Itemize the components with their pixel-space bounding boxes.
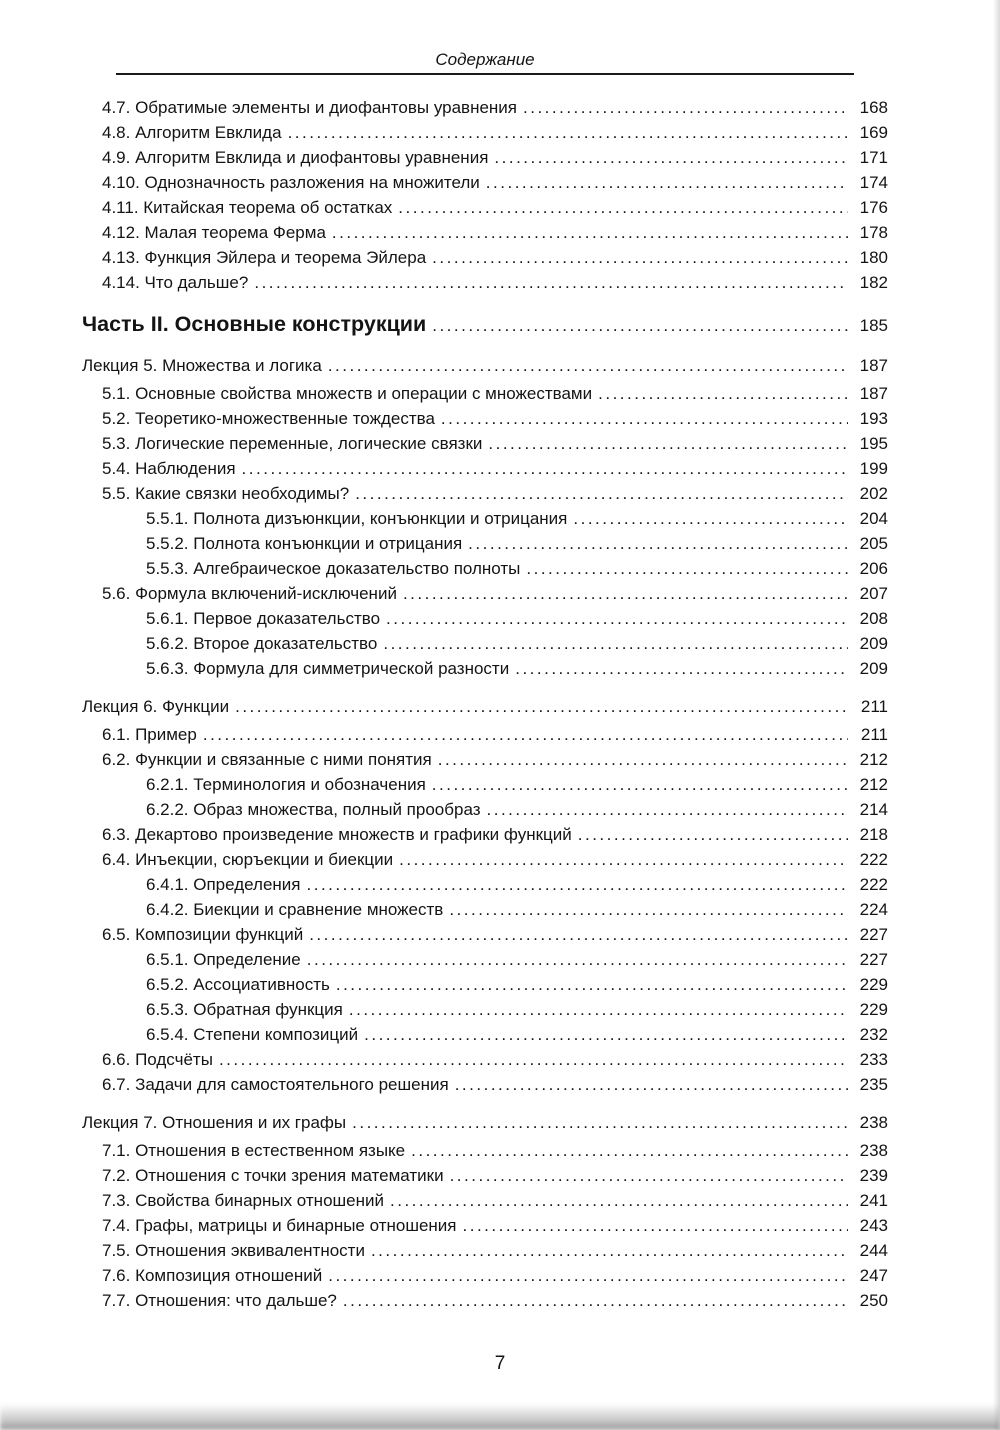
toc-entry-page: 239 xyxy=(859,1166,888,1185)
toc-entry-page: 243 xyxy=(859,1216,888,1235)
dot-leader xyxy=(254,270,848,295)
toc-entry-page: 247 xyxy=(859,1266,888,1285)
toc-row xyxy=(82,1163,888,1188)
toc-row xyxy=(82,1047,888,1072)
dot-leader xyxy=(403,581,848,606)
dot-leader xyxy=(386,606,848,631)
dot-leader xyxy=(598,381,848,406)
toc-entry-page: 227 xyxy=(859,925,888,944)
toc-row xyxy=(82,922,888,947)
toc-entry-page: 229 xyxy=(859,975,888,994)
toc-entry-page: 238 xyxy=(859,1113,888,1132)
toc-entry-label: 6.7. Задачи для самостоятельного решения xyxy=(102,1075,449,1094)
toc-entry-label: 4.13. Функция Эйлера и теорема Эйлера xyxy=(102,248,427,267)
toc-entry-page: 250 xyxy=(859,1291,888,1310)
toc-entry-label: 5.5.2. Полнота конъюнкции и отрицания xyxy=(146,534,463,553)
toc-row xyxy=(82,772,888,797)
toc-row xyxy=(82,797,888,822)
toc-row xyxy=(82,353,888,378)
toc-row xyxy=(82,531,888,556)
toc-entry-page: 187 xyxy=(859,356,888,375)
dot-leader xyxy=(235,694,848,719)
toc-row xyxy=(82,1288,888,1313)
toc-entry-label: 6.5.1. Определение xyxy=(146,950,301,969)
toc-entry-page: 187 xyxy=(859,384,888,403)
toc-row xyxy=(82,872,888,897)
toc-entry-label: Лекция 5. Множества и логика xyxy=(82,356,322,375)
dot-leader xyxy=(336,972,848,997)
toc-entry-label: 6.4.1. Определения xyxy=(146,875,301,894)
toc-entry-label: 5.3. Логические переменные, логические связки xyxy=(102,434,483,453)
toc-row xyxy=(82,456,888,481)
toc-entry-page: 202 xyxy=(859,484,888,503)
toc-entry-page: 208 xyxy=(859,609,888,628)
page-header-title: Содержание xyxy=(116,50,854,75)
dot-leader xyxy=(523,95,848,120)
toc-row xyxy=(82,245,888,270)
toc-row xyxy=(82,997,888,1022)
toc-entry-label: 4.9. Алгоритм Евклида и диофантовы уравнения xyxy=(102,148,489,167)
toc-entry-label: 7.3. Свойства бинарных отношений xyxy=(102,1191,384,1210)
toc-row xyxy=(82,631,888,656)
dot-leader xyxy=(309,922,848,947)
toc-entry-label: Лекция 6. Функции xyxy=(82,697,230,716)
toc-row xyxy=(82,722,888,747)
toc-row xyxy=(82,1188,888,1213)
scan-edge-shadow-bottom xyxy=(0,1404,1000,1430)
toc-entry-page: 232 xyxy=(859,1025,888,1044)
toc-entry-page: 212 xyxy=(859,750,888,769)
toc-row xyxy=(82,95,888,120)
dot-leader xyxy=(573,506,848,531)
scan-edge-shadow-right xyxy=(993,0,1000,1430)
toc-row xyxy=(82,1263,888,1288)
toc-row xyxy=(82,145,888,170)
toc-entry-page: 207 xyxy=(859,584,888,603)
toc-row xyxy=(82,947,888,972)
toc-row xyxy=(82,381,888,406)
toc-entry-label: 4.14. Что дальше? xyxy=(102,273,249,292)
toc-entry-label: 5.6.1. Первое доказательство xyxy=(146,609,381,628)
toc-entry-label: 7.7. Отношения: что дальше? xyxy=(102,1291,337,1310)
dot-leader xyxy=(494,145,848,170)
toc-entry-label: 5.5.3. Алгебраическое доказательство полноты xyxy=(146,559,521,578)
toc-entry-label: 6.5. Композиции функций xyxy=(102,925,304,944)
toc-entry-label: 5.5.1. Полнота дизъюнкции, конъюнкции и отрицания xyxy=(146,509,568,528)
dot-leader xyxy=(432,245,848,270)
toc-entry-page: 185 xyxy=(859,316,888,335)
toc-entry-page: 211 xyxy=(860,697,888,716)
toc-row xyxy=(82,847,888,872)
toc-row xyxy=(82,270,888,295)
dot-leader xyxy=(432,772,848,797)
toc-row xyxy=(82,506,888,531)
toc-entry-label: 7.4. Графы, матрицы и бинарные отношения xyxy=(102,1216,457,1235)
toc-entry-label: 6.2.2. Образ множества, полный прообраз xyxy=(146,800,481,819)
toc-entry-label: 6.5.3. Обратная функция xyxy=(146,1000,343,1019)
dot-leader xyxy=(432,311,848,340)
toc-entry-page: 238 xyxy=(859,1141,888,1160)
toc-entry-page: 209 xyxy=(859,634,888,653)
toc-entry-page: 205 xyxy=(859,534,888,553)
toc-entry-label: 6.3. Декартово произведение множеств и графики функций xyxy=(102,825,572,844)
toc-entry-label: 5.5. Какие связки необходимы? xyxy=(102,484,350,503)
dot-leader xyxy=(398,195,848,220)
toc-entry-label: 5.2. Теоретико-множественные тождества xyxy=(102,409,435,428)
dot-leader xyxy=(328,353,848,378)
toc-entry-page: 224 xyxy=(859,900,888,919)
dot-leader xyxy=(399,847,848,872)
dot-leader xyxy=(352,1110,848,1135)
toc-row xyxy=(82,120,888,145)
toc-entry-page: 209 xyxy=(859,659,888,678)
toc-entry-page: 195 xyxy=(859,434,888,453)
toc-row xyxy=(82,822,888,847)
toc-entry-label: 6.4. Инъекции, сюръекции и биекции xyxy=(102,850,394,869)
toc-entry-page: 235 xyxy=(859,1075,888,1094)
toc-entry-page: 174 xyxy=(859,173,888,192)
toc-entry-label: 7.1. Отношения в естественном языке xyxy=(102,1141,406,1160)
toc-entry-page: 241 xyxy=(859,1191,888,1210)
toc-entry-label: 4.8. Алгоритм Евклида xyxy=(102,123,282,142)
toc-row xyxy=(82,694,888,719)
dot-leader xyxy=(288,120,848,145)
dot-leader xyxy=(578,822,848,847)
toc-entry-page: 227 xyxy=(859,950,888,969)
toc-entry-label: 5.1. Основные свойства множеств и операции с множествами xyxy=(102,384,593,403)
toc-entry-label: 5.6. Формула включений-исключений xyxy=(102,584,397,603)
toc-entry-label: 6.5.2. Ассоциативность xyxy=(146,975,330,994)
toc-entry-label: 5.6.3. Формула для симметрической разности xyxy=(146,659,510,678)
dot-leader xyxy=(364,1022,848,1047)
dot-leader xyxy=(526,556,848,581)
dot-leader xyxy=(488,431,848,456)
toc-row xyxy=(82,897,888,922)
toc-entry-page: 193 xyxy=(859,409,888,428)
toc-entry-page: 178 xyxy=(859,223,888,242)
toc-entry-label: 4.12. Малая теорема Ферма xyxy=(102,223,326,242)
dot-leader xyxy=(468,531,848,556)
dot-leader xyxy=(343,1288,848,1313)
toc-entry-page: 222 xyxy=(859,850,888,869)
toc-entry-page: 244 xyxy=(859,1241,888,1260)
toc-entry-page: 169 xyxy=(859,123,888,142)
dot-leader xyxy=(219,1047,848,1072)
toc-entry-label: Часть II. Основные конструкции xyxy=(82,312,427,336)
toc-row xyxy=(82,1238,888,1263)
dot-leader xyxy=(383,631,848,656)
toc-entry-label: 7.2. Отношения с точки зрения математики xyxy=(102,1166,444,1185)
toc-entry-page: 212 xyxy=(859,775,888,794)
toc-row xyxy=(82,747,888,772)
toc-entry-label: 6.5.4. Степени композиций xyxy=(146,1025,359,1044)
toc-entry-label: 7.6. Композиция отношений xyxy=(102,1266,323,1285)
toc-entry-page: 211 xyxy=(860,725,888,744)
toc-row xyxy=(82,195,888,220)
toc-row xyxy=(82,406,888,431)
toc-row xyxy=(82,481,888,506)
toc-entry-label: 6.1. Пример xyxy=(102,725,197,744)
dot-leader xyxy=(449,897,848,922)
footer-page-number: 7 xyxy=(494,1353,506,1374)
dot-leader xyxy=(307,872,849,897)
toc-entry-label: 5.4. Наблюдения xyxy=(102,459,236,478)
dot-leader xyxy=(332,220,848,245)
toc-entry-label: 4.11. Китайская теорема об остатках xyxy=(102,198,393,217)
dot-leader xyxy=(390,1188,848,1213)
toc-row xyxy=(82,656,888,681)
toc-row xyxy=(82,1022,888,1047)
toc-entry-label: 7.5. Отношения эквивалентности xyxy=(102,1241,365,1260)
dot-leader xyxy=(203,722,848,747)
toc-row xyxy=(82,310,888,340)
dot-leader xyxy=(355,481,848,506)
toc-entry-page: 222 xyxy=(859,875,888,894)
toc-row xyxy=(82,1072,888,1097)
toc-entry-page: 182 xyxy=(859,273,888,292)
toc-entry-page: 171 xyxy=(859,148,888,167)
dot-leader xyxy=(328,1263,848,1288)
toc-entry-page: 233 xyxy=(859,1050,888,1069)
toc-entry-label: 4.7. Обратимые элементы и диофантовы уравнения xyxy=(102,98,517,117)
toc-row xyxy=(82,556,888,581)
toc-entry-page: 214 xyxy=(859,800,888,819)
toc-row xyxy=(82,606,888,631)
toc-list xyxy=(82,95,888,1313)
dot-leader xyxy=(486,170,848,195)
dot-leader xyxy=(242,456,848,481)
toc-entry-page: 176 xyxy=(859,198,888,217)
toc-row xyxy=(82,220,888,245)
dot-leader xyxy=(463,1213,848,1238)
toc-row xyxy=(82,170,888,195)
dot-leader xyxy=(515,656,848,681)
toc-row xyxy=(82,581,888,606)
toc-entry-label: 6.2. Функции и связанные с ними понятия xyxy=(102,750,432,769)
toc-entry-page: 206 xyxy=(859,559,888,578)
dot-leader xyxy=(438,747,848,772)
toc-entry-label: 4.10. Однозначность разложения на множители xyxy=(102,173,480,192)
dot-leader xyxy=(450,1163,848,1188)
dot-leader xyxy=(455,1072,848,1097)
dot-leader xyxy=(487,797,849,822)
toc-entry-label: Лекция 7. Отношения и их графы xyxy=(82,1113,347,1132)
toc-entry-page: 218 xyxy=(859,825,888,844)
dot-leader xyxy=(349,997,848,1022)
toc-row xyxy=(82,1138,888,1163)
toc-entry-page: 168 xyxy=(859,98,888,117)
toc-entry-page: 229 xyxy=(859,1000,888,1019)
toc-row xyxy=(82,972,888,997)
toc-entry-label: 6.2.1. Терминология и обозначения xyxy=(146,775,426,794)
toc-row xyxy=(82,1110,888,1135)
toc-entry-page: 199 xyxy=(859,459,888,478)
dot-leader xyxy=(371,1238,848,1263)
toc-row xyxy=(82,431,888,456)
dot-leader xyxy=(307,947,848,972)
toc-entry-page: 204 xyxy=(859,509,888,528)
dot-leader xyxy=(441,406,848,431)
toc-entry-label: 6.4.2. Биекции и сравнение множеств xyxy=(146,900,444,919)
toc-row xyxy=(82,1213,888,1238)
toc-entry-label: 6.6. Подсчёты xyxy=(102,1050,213,1069)
dot-leader xyxy=(411,1138,848,1163)
toc-entry-label: 5.6.2. Второе доказательство xyxy=(146,634,378,653)
toc-entry-page: 180 xyxy=(859,248,888,267)
